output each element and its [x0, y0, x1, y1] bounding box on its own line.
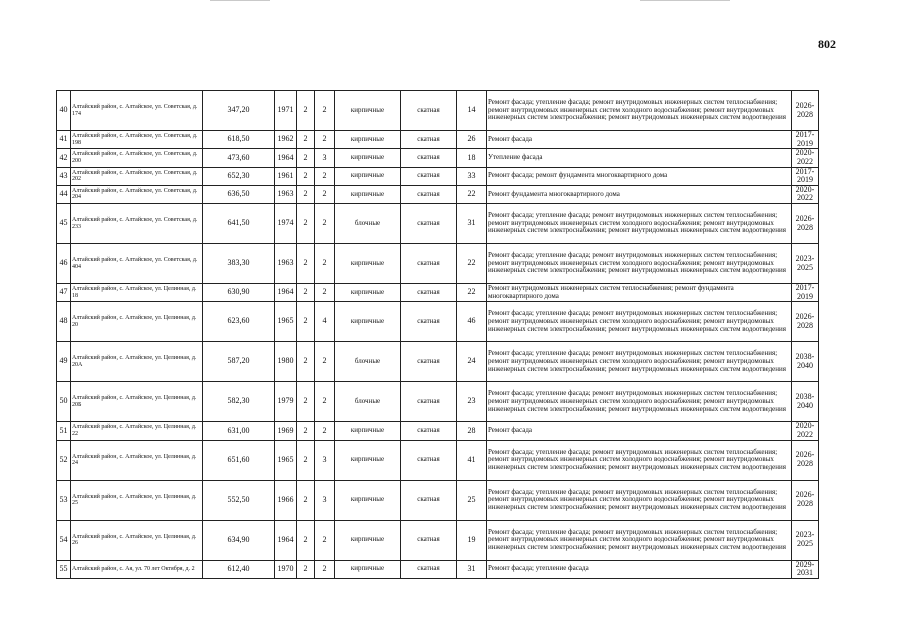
floors-cell: 2 — [297, 422, 315, 440]
apartments-cell: 22 — [457, 185, 487, 203]
year-cell: 1964 — [275, 520, 297, 560]
row-number: 49 — [57, 342, 71, 382]
walls-material-cell: кирпичные — [335, 302, 401, 342]
roof-type-cell: скатная — [401, 520, 457, 560]
address-cell: Алтайский район, с. Ая, ул. 70 лет Октября, д. 2 — [71, 560, 203, 578]
apartments-cell: 31 — [457, 204, 487, 244]
floors-cell: 2 — [297, 204, 315, 244]
table-row — [57, 244, 819, 284]
roof-type-cell: скатная — [401, 204, 457, 244]
year-cell: 1971 — [275, 91, 297, 131]
repair-schedule-table-wrap — [56, 90, 819, 579]
period-cell: 2038-2040 — [792, 382, 819, 422]
repair-works-cell: Утепление фасада — [487, 149, 792, 167]
floors-cell: 2 — [297, 342, 315, 382]
roof-type-cell: скатная — [401, 91, 457, 131]
table-row — [57, 149, 819, 167]
year-cell: 1969 — [275, 422, 297, 440]
table-row — [57, 204, 819, 244]
roof-type-cell: скатная — [401, 185, 457, 203]
walls-material-cell: кирпичные — [335, 91, 401, 131]
roof-type-cell: скатная — [401, 244, 457, 284]
area-cell: 641,50 — [203, 204, 275, 244]
area-cell: 587,20 — [203, 342, 275, 382]
row-number: 41 — [57, 131, 71, 149]
roof-type-cell: скатная — [401, 167, 457, 185]
area-cell: 630,90 — [203, 284, 275, 302]
period-cell: 2023-2025 — [792, 520, 819, 560]
entrances-cell: 2 — [315, 422, 335, 440]
repair-works-cell: Ремонт фасада; утепление фасада; ремонт внутридомовых инженерных систем теплоснабжения; ремонт внутридомовых инженерных систем холодного водоснабжения; ремонт внутридомовых инженерных систем электроснабжения; ремонт внутридомовых инженерных систем водоотведения — [487, 302, 792, 342]
year-cell: 1962 — [275, 131, 297, 149]
table-row — [57, 185, 819, 203]
year-cell: 1963 — [275, 185, 297, 203]
apartments-cell: 19 — [457, 520, 487, 560]
repair-works-cell: Ремонт фасада — [487, 131, 792, 149]
address-cell: Алтайский район, с. Алтайское, ул. Советская, д. 198 — [71, 131, 203, 149]
period-cell: 2020-2022 — [792, 422, 819, 440]
roof-type-cell: скатная — [401, 131, 457, 149]
repair-works-cell: Ремонт фасада; утепление фасада; ремонт внутридомовых инженерных систем теплоснабжения; ремонт внутридомовых инженерных систем холодного водоснабжения; ремонт внутридомовых инженерных систем электроснабжения; ремонт внутридомовых инженерных систем водоотведения — [487, 382, 792, 422]
table-body — [57, 91, 819, 579]
floors-cell: 2 — [297, 149, 315, 167]
row-number: 46 — [57, 244, 71, 284]
walls-material-cell: кирпичные — [335, 131, 401, 149]
repair-schedule-table — [56, 90, 819, 579]
row-number: 50 — [57, 382, 71, 422]
walls-material-cell: кирпичные — [335, 480, 401, 520]
period-cell: 2026-2028 — [792, 91, 819, 131]
entrances-cell: 3 — [315, 440, 335, 480]
repair-works-cell: Ремонт фасада; утепление фасада; ремонт внутридомовых инженерных систем теплоснабжения; ремонт внутридомовых инженерных систем холодного водоснабжения; ремонт внутридомовых инженерных систем электроснабжения; ремонт внутридомовых инженерных систем водоотведения — [487, 342, 792, 382]
year-cell: 1970 — [275, 560, 297, 578]
walls-material-cell: кирпичные — [335, 560, 401, 578]
walls-material-cell: кирпичные — [335, 284, 401, 302]
address-cell: Алтайский район, с. Алтайское, ул. Целинная, д. 20 — [71, 302, 203, 342]
walls-material-cell: кирпичные — [335, 440, 401, 480]
walls-material-cell: кирпичные — [335, 167, 401, 185]
area-cell: 383,30 — [203, 244, 275, 284]
area-cell: 652,30 — [203, 167, 275, 185]
roof-type-cell: скатная — [401, 382, 457, 422]
entrances-cell: 2 — [315, 342, 335, 382]
apartments-cell: 22 — [457, 284, 487, 302]
roof-type-cell: скатная — [401, 560, 457, 578]
address-cell: Алтайский район, с. Алтайское, ул. Целинная, д. 25 — [71, 480, 203, 520]
floors-cell: 2 — [297, 244, 315, 284]
area-cell: 636,50 — [203, 185, 275, 203]
period-cell: 2038-2040 — [792, 342, 819, 382]
period-cell: 2017-2019 — [792, 131, 819, 149]
floors-cell: 2 — [297, 520, 315, 560]
floors-cell: 2 — [297, 131, 315, 149]
address-cell: Алтайский район, с. Алтайское, ул. Целинная, д. 24 — [71, 440, 203, 480]
repair-works-cell: Ремонт фасада; утепление фасада; ремонт внутридомовых инженерных систем теплоснабжения; ремонт внутридомовых инженерных систем холодного водоснабжения; ремонт внутридомовых инженерных систем электроснабжения; ремонт внутридомовых инженерных систем водоотведения — [487, 440, 792, 480]
row-number: 48 — [57, 302, 71, 342]
floors-cell: 2 — [297, 284, 315, 302]
entrances-cell: 3 — [315, 480, 335, 520]
apartments-cell: 31 — [457, 560, 487, 578]
table-row — [57, 167, 819, 185]
entrances-cell: 2 — [315, 284, 335, 302]
row-number: 44 — [57, 185, 71, 203]
floors-cell: 2 — [297, 382, 315, 422]
repair-works-cell: Ремонт внутридомовых инженерных систем теплоснабжения; ремонт фундамента многоквартирного дома — [487, 284, 792, 302]
entrances-cell: 2 — [315, 520, 335, 560]
period-cell: 2023-2025 — [792, 244, 819, 284]
area-cell: 473,60 — [203, 149, 275, 167]
area-cell: 612,40 — [203, 560, 275, 578]
area-cell: 347,20 — [203, 91, 275, 131]
repair-works-cell: Ремонт фасада; утепление фасада — [487, 560, 792, 578]
apartments-cell: 46 — [457, 302, 487, 342]
year-cell: 1980 — [275, 342, 297, 382]
year-cell: 1961 — [275, 167, 297, 185]
row-number: 55 — [57, 560, 71, 578]
repair-works-cell: Ремонт фундамента многоквартирного дома — [487, 185, 792, 203]
roof-type-cell: скатная — [401, 440, 457, 480]
apartments-cell: 28 — [457, 422, 487, 440]
roof-type-cell: скатная — [401, 342, 457, 382]
address-cell: Алтайский район, с. Алтайское, ул. Советская, д. 204 — [71, 185, 203, 203]
row-number: 52 — [57, 440, 71, 480]
entrances-cell: 2 — [315, 91, 335, 131]
period-cell: 2026-2028 — [792, 440, 819, 480]
row-number: 42 — [57, 149, 71, 167]
repair-works-cell: Ремонт фасада; утепление фасада; ремонт внутридомовых инженерных систем теплоснабжения; ремонт внутридомовых инженерных систем холодного водоснабжения; ремонт внутридомовых инженерных систем электроснабжения; ремонт внутридомовых инженерных систем водоотведения — [487, 204, 792, 244]
address-cell: Алтайский район, с. Алтайское, ул. Советская, д. 404 — [71, 244, 203, 284]
repair-works-cell: Ремонт фасада; утепление фасада; ремонт внутридомовых инженерных систем теплоснабжения; ремонт внутридомовых инженерных систем холодного водоснабжения; ремонт внутридомовых инженерных систем электроснабжения; ремонт внутридомовых инженерных систем водоотведения — [487, 244, 792, 284]
row-number: 53 — [57, 480, 71, 520]
repair-works-cell: Ремонт фасада; ремонт фундамента многоквартирного дома — [487, 167, 792, 185]
walls-material-cell: блочные — [335, 382, 401, 422]
address-cell: Алтайский район, с. Алтайское, ул. Целинная, д. 22 — [71, 422, 203, 440]
walls-material-cell: кирпичные — [335, 149, 401, 167]
entrances-cell: 2 — [315, 204, 335, 244]
entrances-cell: 2 — [315, 560, 335, 578]
row-number: 51 — [57, 422, 71, 440]
year-cell: 1965 — [275, 440, 297, 480]
area-cell: 582,30 — [203, 382, 275, 422]
walls-material-cell: кирпичные — [335, 185, 401, 203]
address-cell: Алтайский район, с. Алтайское, ул. Целинная, д. 18 — [71, 284, 203, 302]
period-cell: 2017-2019 — [792, 167, 819, 185]
apartments-cell: 26 — [457, 131, 487, 149]
roof-type-cell: скатная — [401, 149, 457, 167]
repair-works-cell: Ремонт фасада; утепление фасада; ремонт внутридомовых инженерных систем теплоснабжения; ремонт внутридомовых инженерных систем холодного водоснабжения; ремонт внутридомовых инженерных систем электроснабжения; ремонт внутридомовых инженерных систем водоотведения — [487, 520, 792, 560]
entrances-cell: 2 — [315, 131, 335, 149]
address-cell: Алтайский район, с. Алтайское, ул. Целинная, д. 26 — [71, 520, 203, 560]
scan-artifact — [210, 0, 270, 1]
year-cell: 1965 — [275, 302, 297, 342]
page-number: 802 — [818, 37, 836, 51]
address-cell: Алтайский район, с. Алтайское, ул. Целинная, д. 20А — [71, 342, 203, 382]
table-row — [57, 284, 819, 302]
area-cell: 651,60 — [203, 440, 275, 480]
apartments-cell: 22 — [457, 244, 487, 284]
table-row — [57, 520, 819, 560]
table-row — [57, 302, 819, 342]
year-cell: 1963 — [275, 244, 297, 284]
address-cell: Алтайский район, с. Алтайское, ул. Целинная, д. 20Б — [71, 382, 203, 422]
apartments-cell: 25 — [457, 480, 487, 520]
address-cell: Алтайский район, с. Алтайское, ул. Советская, д. 174 — [71, 91, 203, 131]
address-cell: Алтайский район, с. Алтайское, ул. Советская, д. 200 — [71, 149, 203, 167]
area-cell: 634,90 — [203, 520, 275, 560]
year-cell: 1979 — [275, 382, 297, 422]
floors-cell: 2 — [297, 440, 315, 480]
repair-works-cell: Ремонт фасада — [487, 422, 792, 440]
table-row — [57, 422, 819, 440]
apartments-cell: 33 — [457, 167, 487, 185]
year-cell: 1964 — [275, 149, 297, 167]
walls-material-cell: кирпичные — [335, 422, 401, 440]
area-cell: 631,00 — [203, 422, 275, 440]
row-number: 45 — [57, 204, 71, 244]
table-row — [57, 440, 819, 480]
roof-type-cell: скатная — [401, 284, 457, 302]
table-row — [57, 91, 819, 131]
period-cell: 2026-2028 — [792, 480, 819, 520]
apartments-cell: 18 — [457, 149, 487, 167]
apartments-cell: 23 — [457, 382, 487, 422]
area-cell: 552,50 — [203, 480, 275, 520]
apartments-cell: 14 — [457, 91, 487, 131]
period-cell: 2029-2031 — [792, 560, 819, 578]
year-cell: 1964 — [275, 284, 297, 302]
apartments-cell: 41 — [457, 440, 487, 480]
table-row — [57, 480, 819, 520]
period-cell: 2020-2022 — [792, 149, 819, 167]
entrances-cell: 2 — [315, 185, 335, 203]
repair-works-cell: Ремонт фасада; утепление фасада; ремонт внутридомовых инженерных систем теплоснабжения; ремонт внутридомовых инженерных систем холодного водоснабжения; ремонт внутридомовых инженерных систем электроснабжения; ремонт внутридомовых инженерных систем водоотведения — [487, 480, 792, 520]
table-row — [57, 382, 819, 422]
roof-type-cell: скатная — [401, 422, 457, 440]
floors-cell: 2 — [297, 302, 315, 342]
roof-type-cell: скатная — [401, 302, 457, 342]
walls-material-cell: кирпичные — [335, 520, 401, 560]
row-number: 47 — [57, 284, 71, 302]
entrances-cell: 2 — [315, 244, 335, 284]
entrances-cell: 2 — [315, 382, 335, 422]
scan-artifact — [640, 0, 730, 1]
entrances-cell: 4 — [315, 302, 335, 342]
floors-cell: 2 — [297, 91, 315, 131]
table-row — [57, 560, 819, 578]
walls-material-cell: кирпичные — [335, 244, 401, 284]
year-cell: 1974 — [275, 204, 297, 244]
table-row — [57, 342, 819, 382]
period-cell: 2026-2028 — [792, 302, 819, 342]
apartments-cell: 24 — [457, 342, 487, 382]
floors-cell: 2 — [297, 185, 315, 203]
roof-type-cell: скатная — [401, 480, 457, 520]
floors-cell: 2 — [297, 480, 315, 520]
repair-works-cell: Ремонт фасада; утепление фасада; ремонт внутридомовых инженерных систем теплоснабжения; ремонт внутридомовых инженерных систем холодного водоснабжения; ремонт внутридомовых инженерных систем электроснабжения; ремонт внутридомовых инженерных систем водоотведения — [487, 91, 792, 131]
period-cell: 2020-2022 — [792, 185, 819, 203]
period-cell: 2017-2019 — [792, 284, 819, 302]
row-number: 43 — [57, 167, 71, 185]
walls-material-cell: блочные — [335, 204, 401, 244]
row-number: 54 — [57, 520, 71, 560]
address-cell: Алтайский район, с. Алтайское, ул. Советская, д. 202 — [71, 167, 203, 185]
walls-material-cell: блочные — [335, 342, 401, 382]
entrances-cell: 2 — [315, 167, 335, 185]
address-cell: Алтайский район, с. Алтайское, ул. Советская, д. 233 — [71, 204, 203, 244]
floors-cell: 2 — [297, 167, 315, 185]
row-number: 40 — [57, 91, 71, 131]
entrances-cell: 3 — [315, 149, 335, 167]
year-cell: 1966 — [275, 480, 297, 520]
area-cell: 623,60 — [203, 302, 275, 342]
table-row — [57, 131, 819, 149]
area-cell: 618,50 — [203, 131, 275, 149]
period-cell: 2026-2028 — [792, 204, 819, 244]
floors-cell: 2 — [297, 560, 315, 578]
